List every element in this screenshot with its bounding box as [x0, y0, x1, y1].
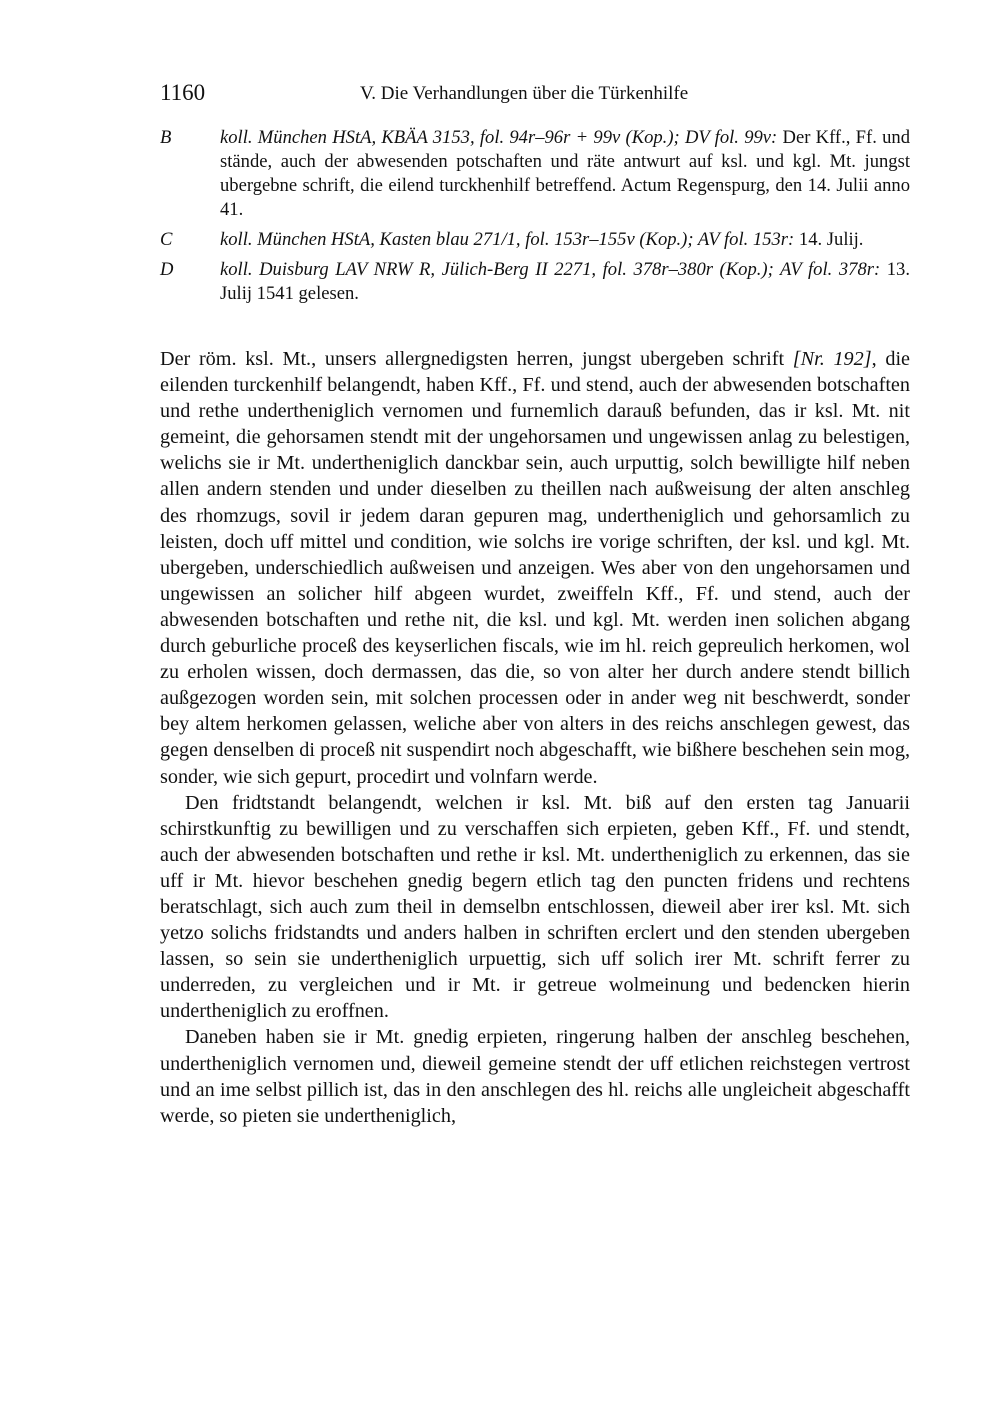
- source-siglum: D: [160, 259, 174, 280]
- running-title: V. Die Verhandlungen über die Türkenhilfe: [360, 83, 689, 104]
- paragraph-1-rest: , die eilenden turckenhilf belangendt, haben Kff., Ff. und stend, auch der abwesenden botschaften und rethe undertheniglich vernomen und furnemlich darauß befunden, das ir ksl. Mt. nit gemeint, die gehorsamen stendt mit der ungehorsamen und ungewissen anlag zu belestigen, welichs sie ir Mt. undertheniglich danckbar sein, auch urputtig, solch bewilligte hilf neben allen andern stenden und under dieselben zu theillen nach außweisung der alten anschleg des rhomzugs, sovil ir jedem daran gepuren mag, undertheniglich und gehorsamlich zu leisten, doch uff mittel und condition, wie solchs ire vorige schriften, der ksl. und kgl. Mt. ubergeben, underschiedlich außweisen und anzeigen. Wes aber von den ungehorsamen und ungewissen an solicher hilf abgeen wurdet, zweiffeln Kff., Ff. und stend, auch der abwesenden botschaften und rethe nit, die ksl. und kgl. Mt. werden inen solichen abgang durch geburliche proceß des keyserlichen fiscals, wie im hl. reich gepreulich herkomen, wol zu erholen wissen, doch dermassen, das die, so von alter her durch andere stendt billich außgezogen worden sein, mit solchen processen oder in ander weg nit beschwerdt, sonder bey altem herkomen gelassen, weliche aber von alters in des reichs anschlegen gewest, das gegen denselben di proceß nit suspendirt noch abgeschafft, wie bißhere beschehen sein mog, sonder, wie sich gepurt, procedirt und volnfarn werde.: [160, 348, 911, 788]
- source-archive-note: koll. München HStA, KBÄA 3153, fol. 94r–96r + 99v (Kop.); DV fol. 99v:: [220, 127, 778, 148]
- main-text: [160, 346, 910, 1129]
- source-entry-b: [160, 126, 910, 222]
- source-archive-note: koll. München HStA, Kasten blau 271/1, fol. 153r–155v (Kop.); AV fol. 153r:: [220, 229, 795, 250]
- source-archive-note: koll. Duisburg LAV NRW R, Jülich-Berg II 2271, fol. 378r–380r (Kop.); AV fol. 378r:: [220, 259, 881, 280]
- source-text: 14. Julij.: [798, 229, 864, 250]
- source-text: 13. Julij 1541 gelesen.: [220, 259, 910, 304]
- paragraph-1-start: Der röm. ksl. Mt., unsers allergnedigsten herren, jungst ubergeben schrift: [160, 348, 785, 370]
- page-number: 1160: [160, 80, 206, 105]
- source-siglum: C: [160, 229, 173, 250]
- paragraph-2: Den fridtstandt belangendt, welchen ir ksl. Mt. biß auf den ersten tag Januarii schirstkunftig zu bewilligen und zu verschaffen sich erpieten, geben Kff., Ff. und stendt, auch der abwesenden botschaften und rethe ir ksl. Mt. undertheniglich zu erkennen, das sie uff ir Mt. hievor beschehen gnedig begern etlich tag den puncten fridens und rechtens beratschlagt, sich auch zum theil in demselbn entschlossen, dieweil aber irer ksl. Mt. sich yetzo solichs fridstandts und anders halben in schriften erclert und den stenden ubergeben lassen, so sein sie undertheniglich urpuettig, sich uff solich irer Mt. schrift ferrer zu underreden, zu vergleichen und ir Mt. ir getreue wolmeinung und bedencken hierin undertheniglich zu eroffnen.: [160, 791, 910, 1023]
- paragraph-1: [160, 346, 910, 790]
- source-text: Der Kff., Ff. und stände, auch der abwesenden potschaften und räte antwurt auf ksl. und kgl. Mt. jungst ubergebne schrift, die eilend turckhenhilf betreffend. Actum Regenspurg, den 14. Julii anno 41.: [220, 127, 910, 220]
- source-list: [160, 126, 910, 312]
- paragraph-3: Daneben haben sie ir Mt. gnedig erpieten, ringerung halben der anschleg beschehen, undertheniglich vernomen und, dieweil gemeine stendt der uff etlichen reichstegen vertrost und an ime selbst pillich ist, das in den anschlegen des hl. reichs alle ungleicheit abgeschafft werde, so pieten sie undertheniglich,: [160, 1026, 910, 1127]
- source-entry-d: [160, 258, 910, 306]
- source-siglum: B: [160, 127, 172, 148]
- source-entry-c: [160, 228, 910, 252]
- cross-reference: [Nr. 192]: [792, 348, 872, 370]
- page-header: [160, 80, 910, 108]
